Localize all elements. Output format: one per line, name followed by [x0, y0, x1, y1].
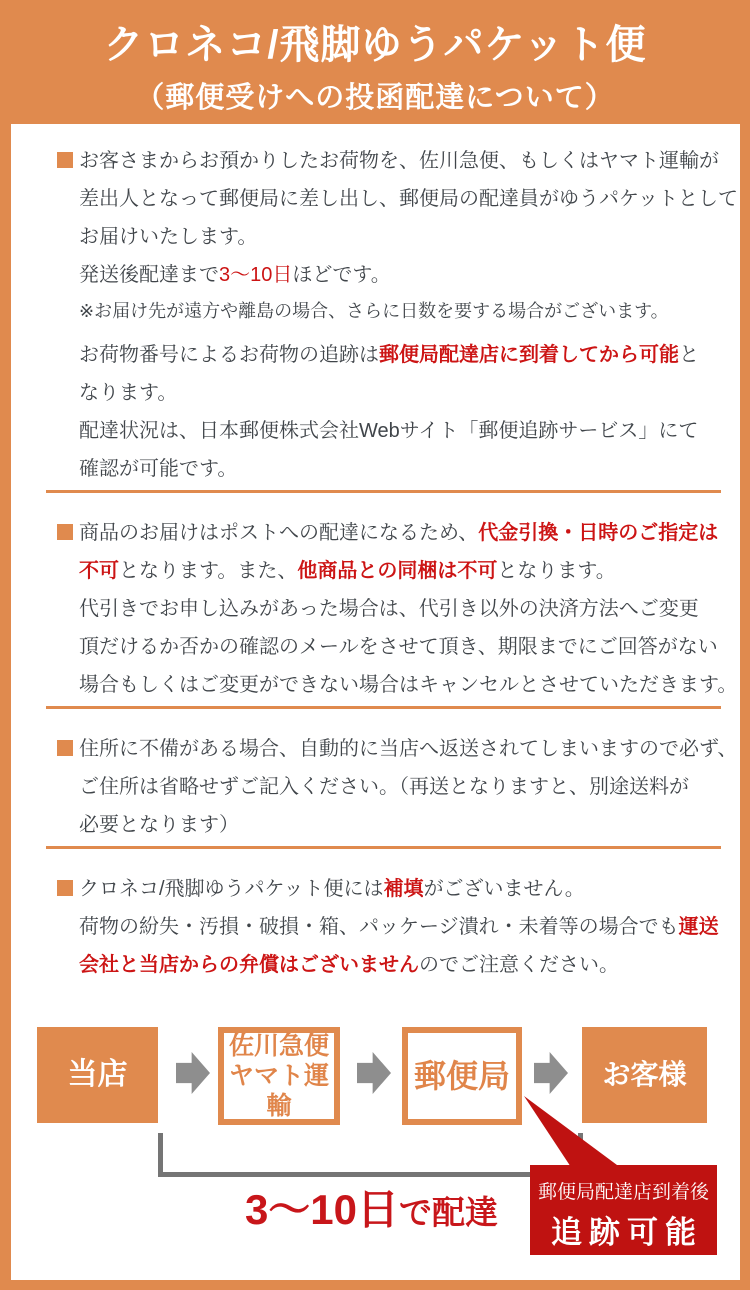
text-segment: 代引きでお申し込みがあった場合は、代引き以外の決済方法へご変更: [79, 598, 699, 620]
paragraph: [57, 730, 738, 844]
text-line: [57, 450, 700, 488]
flow-box-label: 当店: [67, 1058, 128, 1091]
text-segment: 住所に不備がある場合、自動的に当店へ返送されてしまいますので必ず、: [79, 738, 738, 760]
text-segment: 荷物の紛失・汚損・破損・箱、パッケージ潰れ・未着等の場合でも: [79, 916, 679, 938]
text-line: [57, 374, 700, 412]
text-line: [57, 870, 700, 908]
text-segment: お荷物番号によるお荷物の追跡は: [79, 344, 379, 366]
page-subtitle: （郵便受けへの投函配達について）: [135, 82, 615, 114]
text-segment: 場合もしくはご変更ができない場合はキャンセルとさせていただきます。: [79, 674, 738, 696]
delivery-duration-label: [158, 1184, 585, 1246]
text-segment: 代金引換・日時のご指定は: [478, 522, 719, 544]
text-segment: 必要となります）: [79, 814, 239, 836]
text-segment: ご住所は省略せずご記入ください。（再送となりますと、別途送料が: [79, 776, 689, 798]
flow-box-label: ヤマト運輸: [228, 1062, 329, 1120]
bullet-square-icon: [57, 524, 73, 540]
flow-box-label: 佐川急便: [228, 1032, 329, 1060]
text-segment: と: [679, 344, 699, 366]
flow-box-carriers: [218, 1027, 340, 1125]
text-line: [57, 256, 700, 294]
page-title: クロネコ/飛脚ゆうパケット便: [103, 23, 647, 67]
text-segment: お客さまからお預かりしたお荷物を、佐川急便、もしくはヤマト運輸が: [79, 150, 719, 172]
text-line: [57, 294, 700, 328]
bullet-square-icon: [57, 152, 73, 168]
text-segment: 頂だけるか否かの確認のメールをさせて頂き、期限までにご回答がない: [79, 636, 718, 658]
text-line: [57, 142, 719, 180]
duration-days-text: 3〜10日: [244, 1186, 400, 1233]
bullet-square-icon: [57, 880, 73, 896]
text-line: [57, 946, 700, 984]
text-line: [57, 730, 738, 768]
text-line: [57, 336, 700, 374]
tracking-callout: [530, 1165, 717, 1255]
text-segment: 発送後配達まで: [79, 264, 219, 286]
paragraph: [57, 514, 738, 704]
flow-box-customer: [582, 1027, 707, 1123]
flow-box-post-office: [402, 1027, 522, 1125]
text-segment: お届けいたします。: [79, 226, 258, 248]
text-segment: のでご注意ください。: [419, 954, 619, 976]
text-segment: 差出人となって郵便局に差し出し、郵便局の配達員がゆうパケットとして: [79, 188, 738, 210]
text-segment: 補填: [383, 878, 424, 900]
text-segment: となります。: [497, 560, 616, 582]
duration-suffix-text: で配達: [399, 1194, 499, 1231]
text-segment: 運送: [678, 916, 719, 938]
text-line: [57, 514, 719, 552]
text-line: [57, 412, 700, 450]
text-line: [57, 666, 738, 704]
info-sections: [57, 142, 738, 984]
text-line: [57, 908, 719, 946]
section-divider: [46, 706, 721, 709]
text-line: [57, 180, 738, 218]
text-line: [57, 590, 700, 628]
text-line: [57, 552, 700, 590]
text-segment: 確認が可能です。: [79, 458, 238, 480]
paragraph: [57, 870, 719, 984]
text-segment: 郵便局配達店に到着してから可能: [379, 344, 679, 366]
text-segment: ほどです。: [292, 264, 391, 286]
flow-box-label: お客様: [602, 1059, 687, 1091]
header-banner: [0, 0, 750, 124]
text-segment: 配達状況は、日本郵便株式会社Webサイト「郵便追跡サービス」にて: [79, 420, 699, 442]
text-line: [57, 806, 700, 844]
text-segment: 他商品との同梱は不可: [297, 560, 498, 582]
flow-box-label: 郵便局: [413, 1057, 510, 1094]
text-line: [57, 628, 718, 666]
section-divider: [46, 490, 721, 493]
flow-box-shop: [37, 1027, 158, 1123]
text-segment: となります。また、: [119, 560, 298, 582]
duration-bracket: [158, 1133, 163, 1177]
callout-tracking-text: 追跡可能: [551, 1215, 703, 1250]
duration-bracket: [158, 1172, 583, 1177]
callout-condition-text: 郵便局配達店到着後: [537, 1182, 709, 1203]
paragraph: [57, 336, 700, 488]
text-segment: 不可: [79, 560, 119, 582]
bullet-square-icon: [57, 740, 73, 756]
text-line: [57, 768, 700, 806]
text-segment: がございません。: [423, 878, 585, 900]
text-segment: 会社と当店からの弁償はございません: [79, 954, 419, 976]
text-segment: 商品のお届けはポストへの配達になるため、: [79, 522, 479, 544]
text-segment: なります。: [79, 382, 178, 404]
text-segment: ※お届け先が遠方や離島の場合、さらに日数を要する場合がございます。: [79, 301, 669, 321]
section-divider: [46, 846, 721, 849]
paragraph: [57, 142, 738, 328]
text-segment: クロネコ/飛脚ゆうパケット便には: [79, 878, 384, 900]
text-line: [57, 218, 700, 256]
text-segment: 3〜10日: [219, 264, 293, 286]
